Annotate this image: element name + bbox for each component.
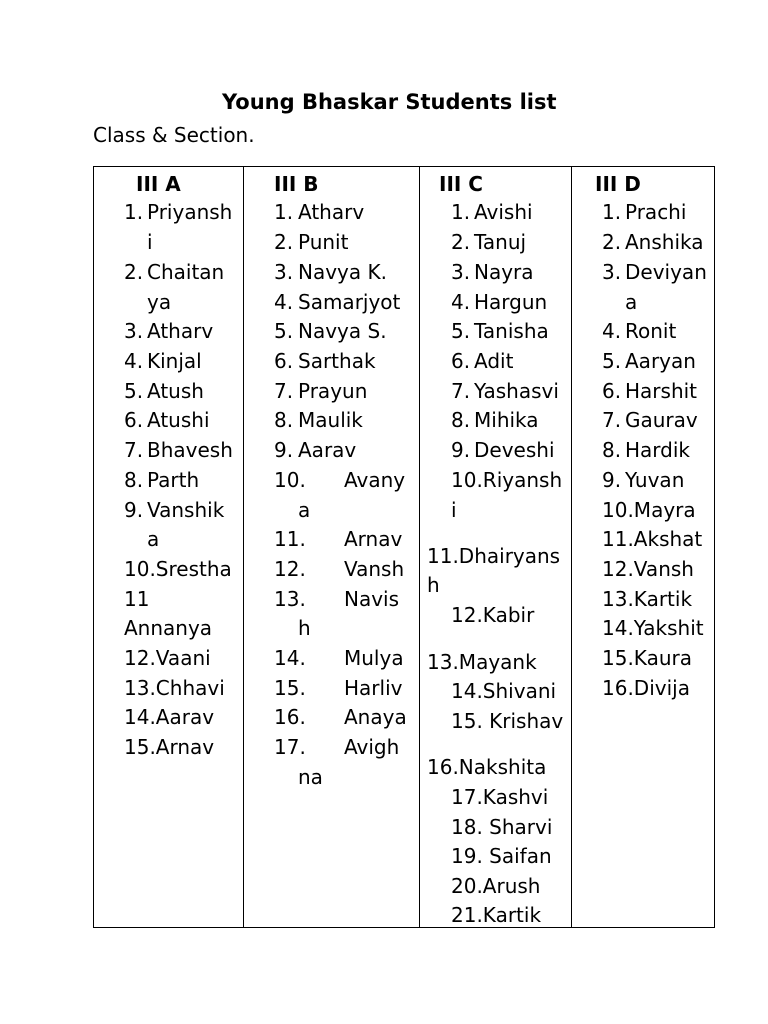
student-name: Avany [344,468,406,492]
page-subtitle: Class & Section. [93,123,255,147]
list-item: 12.Vansh [602,557,694,581]
column-header-iii-b: III B [274,172,319,196]
list-item: 13.Mayank [427,650,537,674]
list-number: 3. [124,319,144,343]
column-header-iii-d: III D [595,172,641,196]
student-name: Mihika [474,408,539,432]
list-number: 7. [274,379,294,403]
column-divider [419,167,420,927]
list-number: 15. [274,676,306,700]
student-name: Atharv [147,319,214,343]
student-name: Bhavesh [147,438,233,462]
list-number: 3. [274,260,294,284]
list-number: 7. [451,379,471,403]
student-name: Sarthak [298,349,376,373]
student-name: i [147,230,153,254]
list-number: 5. [451,319,471,343]
student-name: Anshika [625,230,704,254]
list-item: 13.Chhavi [124,676,225,700]
list-number: 2. [451,230,471,254]
student-name: i [451,498,457,522]
list-number: 5. [274,319,294,343]
list-item: 20.Arush [451,874,541,898]
list-number: 8. [124,468,144,492]
list-number: 2. [274,230,294,254]
list-number: 16. [274,705,306,729]
list-number: 8. [274,408,294,432]
student-name: h [298,616,311,640]
list-item: 18. Sharvi [451,815,553,839]
list-number: 9. [602,468,622,492]
student-name: Parth [147,468,200,492]
list-number: 5. [124,379,144,403]
list-number: 7. [124,438,144,462]
student-name: Tanisha [474,319,549,343]
student-name: Deveshi [474,438,555,462]
student-name: h [427,573,440,597]
list-item: 16.Divija [602,676,690,700]
column-header-iii-a: III A [136,172,181,196]
student-name: Yashasvi [474,379,559,403]
list-item: 17.Kashvi [451,785,549,809]
students-table [93,166,715,928]
list-number: 9. [451,438,471,462]
list-item: 14.Yakshit [602,616,704,640]
list-item: 12.Kabir [451,603,535,627]
list-number: 1. [124,200,144,224]
list-number: 1. [451,200,471,224]
student-name: Arnav [344,527,403,551]
student-name: Deviyan [625,260,707,284]
list-item: 10.Srestha [124,557,232,581]
student-name: a [298,498,311,522]
student-name: Maulik [298,408,363,432]
student-name: a [147,527,160,551]
student-name: Hargun [474,290,548,314]
student-name: Harshit [625,379,698,403]
student-name: Ronit [625,319,677,343]
list-number: 13. [274,587,306,611]
list-number: 11 [124,587,150,611]
list-number: 3. [451,260,471,284]
list-number: 10. [274,468,306,492]
list-number: 8. [602,438,622,462]
list-number: 17. [274,735,306,759]
student-name: Harliv [344,676,403,700]
list-number: 4. [602,319,622,343]
list-item: 15.Kaura [602,646,692,670]
list-item: 16.Nakshita [427,755,547,779]
student-name: Prachi [625,200,687,224]
list-number: 5. [602,349,622,373]
list-number: 6. [451,349,471,373]
column-header-iii-c: III C [439,172,483,196]
list-item: 11.Dhairyans [427,544,561,568]
list-number: 9. [124,498,144,522]
list-number: 6. [274,349,294,373]
list-number: 4. [124,349,144,373]
list-item: 11.Akshat [602,527,703,551]
list-item: 10.Mayra [602,498,696,522]
list-number: 2. [124,260,144,284]
student-name: Anaya [344,705,407,729]
list-item: 14.Shivani [451,679,557,703]
student-name: Navis [344,587,400,611]
list-item: 12.Vaani [124,646,211,670]
student-name: Avishi [474,200,533,224]
student-name: Tanuj [474,230,527,254]
list-item: 21.Kartik [451,903,542,927]
list-number: 1. [274,200,294,224]
student-name: Gaurav [625,408,698,432]
column-divider [243,167,244,927]
list-number: 4. [274,290,294,314]
student-name: Hardik [625,438,690,462]
list-item: 14.Aarav [124,705,215,729]
list-number: 2. [602,230,622,254]
student-name: Chaitan [147,260,225,284]
list-number: 1. [602,200,622,224]
list-number: 12. [274,557,306,581]
student-name: Mulya [344,646,404,670]
column-divider [571,167,572,927]
student-name: Navya S. [298,319,387,343]
student-name: Vansh [344,557,405,581]
student-name: Atushi [147,408,210,432]
student-name: Nayra [474,260,534,284]
student-name: Atush [147,379,204,403]
list-number: 3. [602,260,622,284]
student-name: Navya K. [298,260,387,284]
list-item: 19. Saifan [451,844,552,868]
list-number: 6. [602,379,622,403]
list-item: 15. Krishav [451,709,564,733]
student-name: Vanshik [147,498,225,522]
list-item: 10.Riyansh [451,468,563,492]
list-number: 9. [274,438,294,462]
list-number: 6. [124,408,144,432]
student-name: Adit [474,349,514,373]
list-number: 8. [451,408,471,432]
student-name: ya [147,290,172,314]
student-name: Aarav [298,438,357,462]
student-name: Aaryan [625,349,696,373]
student-name: Samarjyot [298,290,401,314]
student-name: Atharv [298,200,365,224]
student-name: Kinjal [147,349,202,373]
student-name: Punit [298,230,349,254]
list-number: 7. [602,408,622,432]
list-number: 14. [274,646,306,670]
student-name: Priyansh [147,200,233,224]
list-item: 13.Kartik [602,587,693,611]
student-name: Annanya [124,616,213,640]
student-name: na [298,765,323,789]
student-name: a [625,290,638,314]
list-number: 11. [274,527,306,551]
student-name: Yuvan [625,468,685,492]
page-title: Young Bhaskar Students list [222,90,557,114]
student-name: Prayun [298,379,368,403]
list-item: 15.Arnav [124,735,215,759]
list-number: 4. [451,290,471,314]
student-name: Avigh [344,735,400,759]
